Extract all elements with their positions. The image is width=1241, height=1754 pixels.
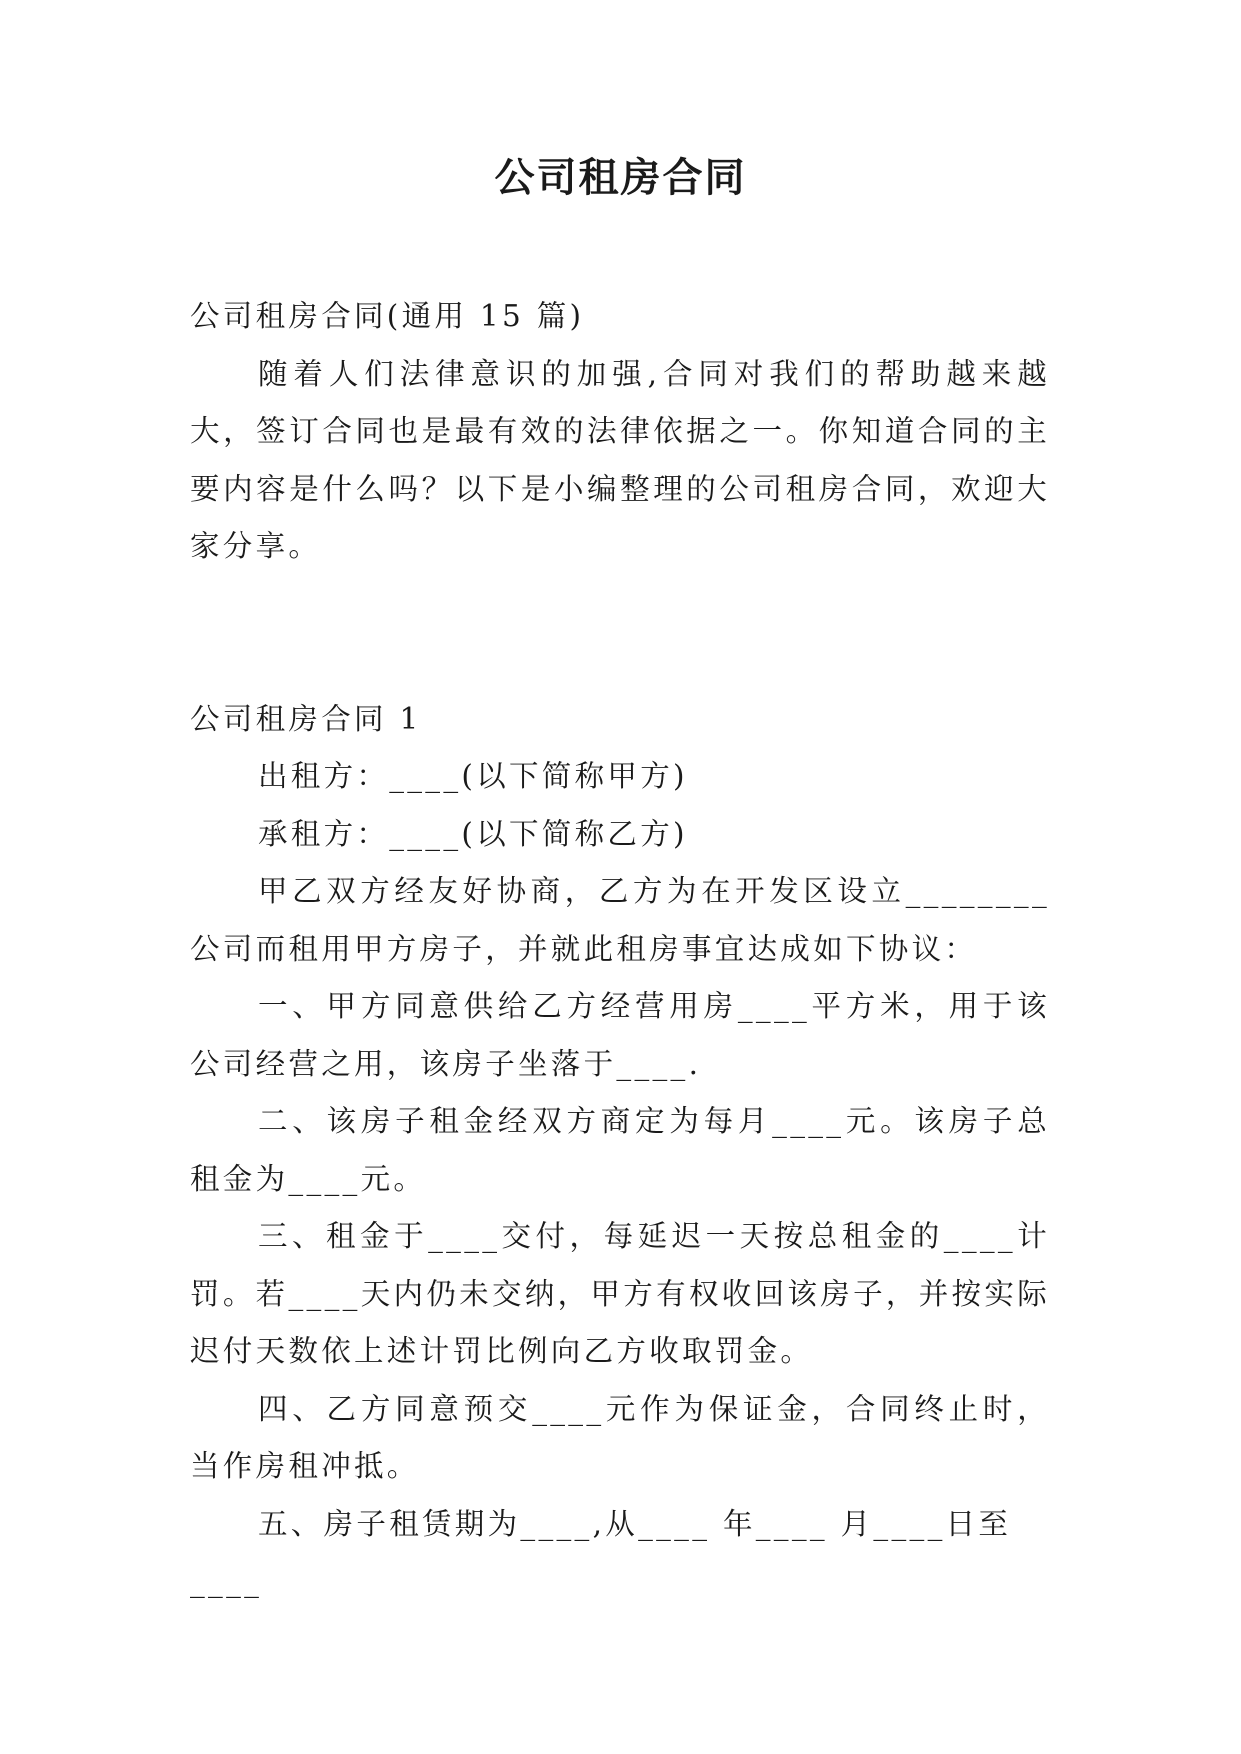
section-heading: 公司租房合同 1: [190, 701, 422, 736]
document-subtitle: 公司租房合同(通用 15 篇): [190, 299, 585, 333]
section-spacer: [190, 576, 1050, 691]
document-body: [190, 288, 1050, 1611]
intro-paragraph: 随着人们法律意识的加强,合同对我们的帮助越来越大，签订合同也是最有效的法律依据之一。你知道合同的主要内容是什么吗？以下是小编整理的公司租房合同，欢迎大家分享。: [190, 356, 1050, 563]
agreement-paragraph: 甲乙双方经友好协商，乙方为在开发区设立________公司而租用甲方房子，并就此租房事宜达成如下协议：: [190, 874, 1050, 966]
lessor-line: 出租方：____(以下简称甲方): [258, 759, 688, 793]
clause-5: 五、房子租赁期为____,从____ 年____ 月____日至____: [190, 1506, 1012, 1598]
document-title: 公司租房合同: [494, 154, 747, 201]
lessee-line: 承租方：____(以下简称乙方): [258, 816, 688, 851]
clause-2: 二、该房子租金经双方商定为每月____元。该房子总租金为____元。: [190, 1104, 1050, 1196]
clause-1: 一、甲方同意供给乙方经营用房____平方米，用于该公司经营之用，该房子坐落于____.: [190, 989, 1050, 1081]
clause-4: 四、乙方同意预交____元作为保证金，合同终止时，当作房租冲抵。: [190, 1391, 1050, 1483]
clause-3: 三、租金于____交付，每延迟一天按总租金的____计罚。若____天内仍未交纳，甲方有权收回该房子，并按实际迟付天数依上述计罚比例向乙方收取罚金。: [190, 1219, 1050, 1368]
